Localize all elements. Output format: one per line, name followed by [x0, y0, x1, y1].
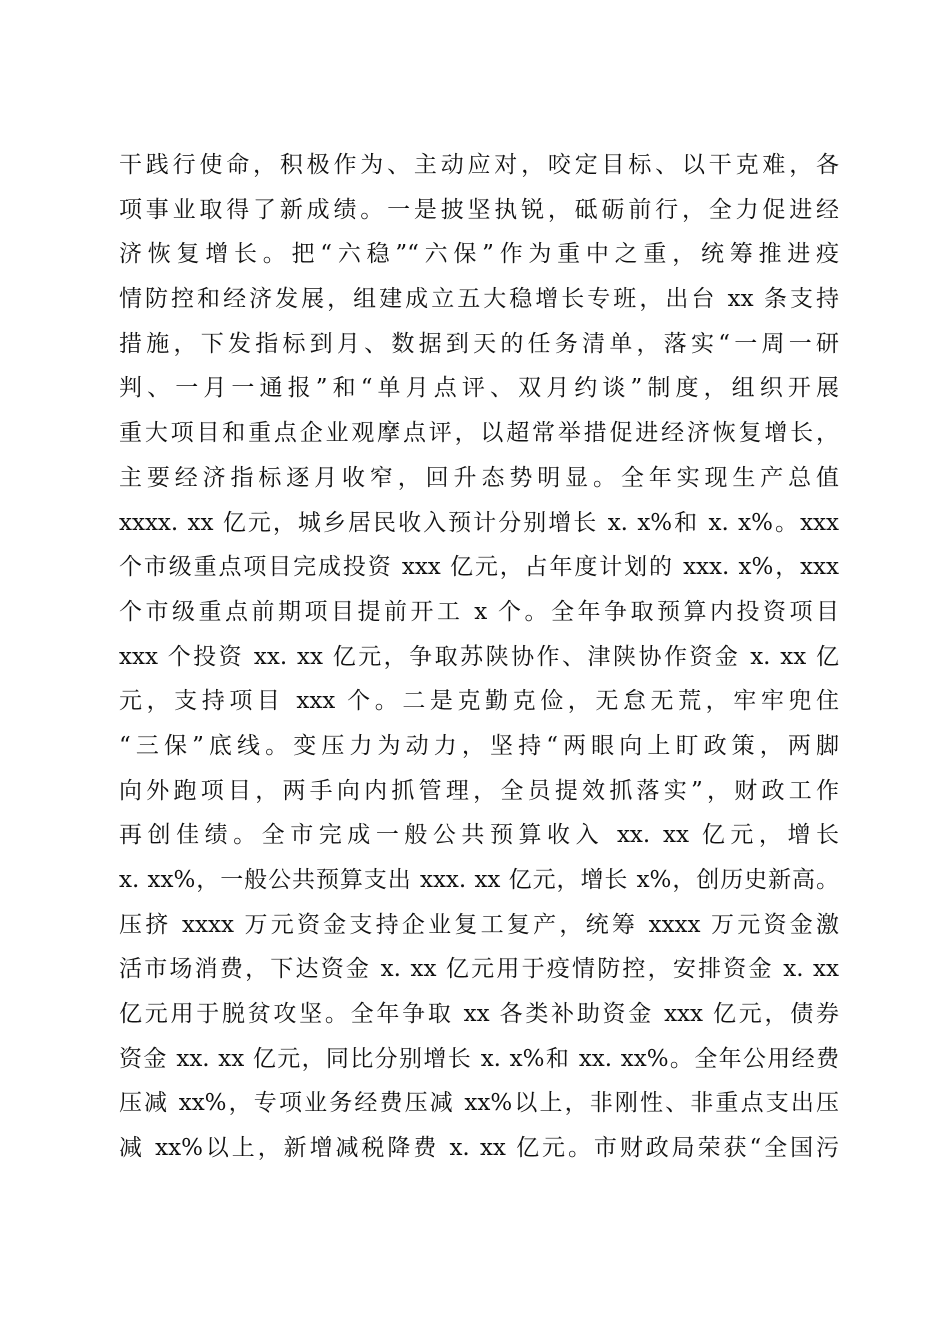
text-line: 个市级重点前期项目提前开工 x 个。全年争取预算内投资项目: [119, 598, 839, 625]
text-line: “三保”底线。变压力为动力，坚持“两眼向上盯政策，两脚: [119, 732, 839, 759]
text-line: xxxx. xx 亿元，城乡居民收入预计分别增长 x. x%和 x. x%。xxx: [119, 509, 839, 536]
text-line: 措施，下发指标到月、数据到天的任务清单，落实“一周一研: [119, 330, 839, 357]
text-line: 济恢复增长。把“六稳”“六保”作为重中之重，统筹推进疫: [119, 241, 839, 268]
text-line: 压减 xx%，专项业务经费压减 xx%以上，非刚性、非重点支出压: [119, 1090, 839, 1117]
text-line: 向外跑项目，两手向内抓管理，全员提效抓落实”，财政工作: [119, 777, 839, 804]
text-line: 干践行使命，积极作为、主动应对，咬定目标、以干克难，各: [119, 152, 839, 178]
text-line: 再创佳绩。全市完成一般公共预算收入 xx. xx 亿元，增长: [119, 822, 839, 849]
text-line: 活市场消费，下达资金 x. xx 亿元用于疫情防控，安排资金 x. xx: [119, 956, 839, 983]
text-line: 情防控和经济发展，组建成立五大稳增长专班，出台 xx 条支持: [119, 286, 839, 313]
text-line: 项事业取得了新成绩。一是披坚执锐，砥砺前行，全力促进经: [119, 196, 839, 223]
text-line: 重大项目和重点企业观摩点评，以超常举措促进经济恢复增长，: [119, 420, 839, 447]
text-line: 亿元用于脱贫攻坚。全年争取 xx 各类补助资金 xxx 亿元，债券: [119, 1001, 839, 1028]
text-line: 压挤 xxxx 万元资金支持企业复工复产，统筹 xxxx 万元资金激: [119, 911, 839, 938]
body-paragraph: [119, 143, 839, 1171]
text-line: 主要经济指标逐月收窄，回升态势明显。全年实现生产总值: [119, 464, 839, 491]
text-line: 资金 xx. xx 亿元，同比分别增长 x. x%和 xx. xx%。全年公用经费: [119, 1045, 839, 1072]
text-line: 元，支持项目 xxx 个。二是克勤克俭，无怠无荒，牢牢兜住: [119, 688, 839, 715]
text-line: 减 xx%以上，新增减税降费 x. xx 亿元。市财政局荣获“全国污: [119, 1135, 839, 1162]
text-line: xxx 个投资 xx. xx 亿元，争取苏陕协作、津陕协作资金 x. xx 亿: [119, 643, 839, 670]
text-line: 个市级重点项目完成投资 xxx 亿元，占年度计划的 xxx. x%，xxx: [119, 554, 839, 581]
text-line: 判、一月一通报”和“单月点评、双月约谈”制度，组织开展: [119, 375, 839, 402]
text-line: x. xx%，一般公共预算支出 xxx. xx 亿元，增长 x%，创历史新高。: [119, 867, 839, 893]
